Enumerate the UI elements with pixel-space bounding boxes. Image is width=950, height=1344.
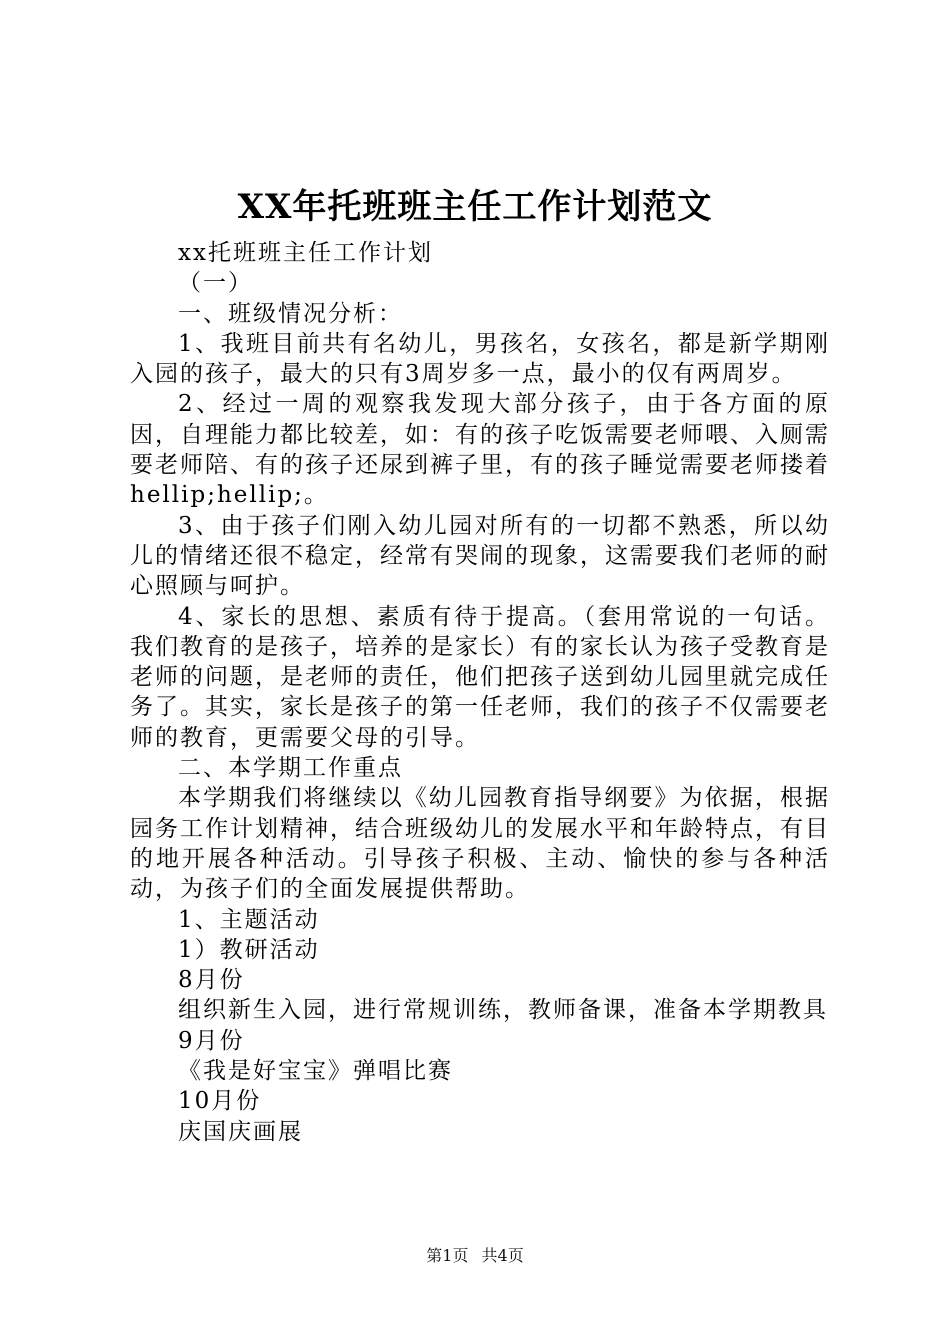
month-activity: 组织新生入园，进行常规训练，教师备课，准备本学期教具	[178, 997, 828, 1024]
month-label: 10月份	[178, 1088, 262, 1115]
document-title: XX年托班班主任工作计划范文	[237, 187, 713, 227]
page-number-total: 共4页	[481, 1246, 524, 1265]
section-heading-work-focus: 二、本学期工作重点	[178, 755, 403, 782]
page-number-current: 第1页	[426, 1246, 469, 1265]
body-paragraph: 4、家长的思想、素质有待于提高。（套用常说的一句话。我们教育的是孩子，培养的是家长）有的家长认为孩子受教育是老师的问题，是老师的责任，他们把孩子送到幼儿园里就完成任务了。其实，家长是孩子的第一任老师，我们的孩子不仅需要老师的教育，更需要父母的引导。	[130, 603, 830, 751]
section-number-paragraph: （一）	[178, 270, 253, 297]
month-activity: 庆国庆画展	[178, 1118, 303, 1145]
month-label: 8月份	[178, 967, 245, 994]
month-label: 9月份	[178, 1027, 245, 1054]
subtitle-paragraph: xx托班班主任工作计划	[178, 240, 433, 266]
section-heading-class-analysis: 一、班级情况分析：	[178, 300, 403, 327]
body-paragraph: 1、我班目前共有名幼儿，男孩名，女孩名，都是新学期刚入园的孩子，最大的只有3周岁多一点，最小的仅有两周岁。	[130, 330, 830, 388]
document-body	[130, 238, 830, 1147]
month-activity: 《我是好宝宝》弹唱比赛	[178, 1058, 453, 1085]
subheading-theme-activity: 1、主题活动	[178, 906, 320, 933]
page-footer	[0, 1244, 950, 1268]
subheading-teaching-research: 1）教研活动	[178, 936, 320, 963]
body-paragraph: 本学期我们将继续以《幼儿园教育指导纲要》为依据，根据园务工作计划精神，结合班级幼儿的发展水平和年龄特点，有目的地开展各种活动。引导孩子积极、主动、愉快的参与各种活动，为孩子们的全面发展提供帮助。	[130, 785, 830, 903]
body-paragraph: 3、由于孩子们刚入幼儿园对所有的一切都不熟悉，所以幼儿的情绪还很不稳定，经常有哭闹的现象，这需要我们老师的耐心照顾与呵护。	[130, 512, 830, 600]
body-paragraph: 2、经过一周的观察我发现大部分孩子，由于各方面的原因，自理能力都比较差，如：有的孩子吃饭需要老师喂、入厕需要老师陪、有的孩子还尿到裤子里，有的孩子睡觉需要老师搂着hellip;hellip;。	[130, 391, 830, 509]
